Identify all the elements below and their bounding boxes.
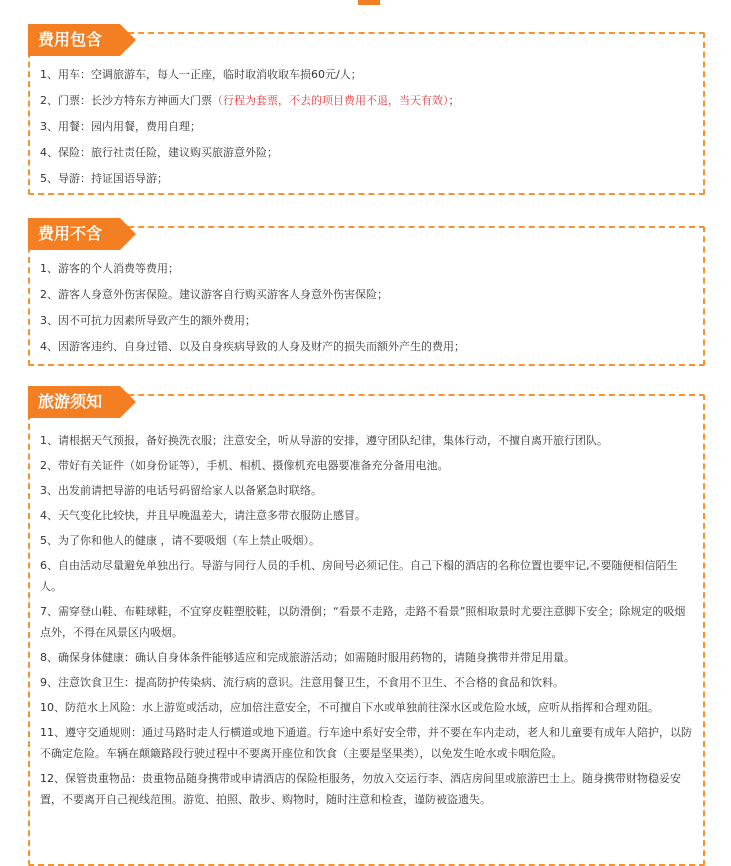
list-item: 3、用餐：园内用餐，费用自理；: [40, 120, 201, 133]
ticket-note: （行程为套票，不去的项目费用不退，当天有效）: [212, 94, 449, 107]
travel-notes-list: [40, 430, 693, 814]
list-item: 3、出发前请把导游的电话号码留给家人以备紧急时联络。: [40, 484, 322, 497]
list-item: 11、遵守交通规则：通过马路时走人行横道或地下通道。行车途中系好安全带，并不要在车内走动，老人和儿童要有成年人陪护，以防不确定危险。车辆在颠簸路段行驶过程中不要离开座位和饮食（主要是坚果类），以免发生呛水或卡咽危险。: [40, 726, 692, 760]
travel-notes-title: 旅游须知: [28, 386, 120, 418]
list-item: 2、游客人身意外伤害保险。建议游客自行购买游客人身意外伤害保险；: [40, 288, 388, 301]
fees-included-section: [28, 24, 705, 195]
list-item: 2、带好有关证件（如身份证等），手机、相机、摄像机充电器要准备充分备用电池。: [40, 459, 449, 472]
list-item: 2、门票：长沙方特东方神画大门票（行程为套票，不去的项目费用不退，当天有效）；: [40, 94, 460, 107]
list-item: 4、天气变化比较快，并且早晚温差大，请注意多带衣服防止感冒。: [40, 509, 366, 522]
list-item: 10、防范水上风险：水上游览或活动，应加倍注意安全，不可擅自下水或单独前往深水区或危险水域，应听从指挥和合理劝阻。: [40, 701, 659, 714]
fees-included-list: [40, 64, 693, 194]
list-item: 4、因游客违约、自身过错、以及自身疾病导致的人身及财产的损失而额外产生的费用；: [40, 340, 465, 353]
list-item: 1、用车：空调旅游车，每人一正座，临时取消收取车损60元/人；: [40, 68, 362, 81]
list-item: 3、因不可抗力因素所导致产生的额外费用；: [40, 314, 256, 327]
fees-excluded-section: [28, 218, 705, 366]
fees-included-title: 费用包含: [28, 24, 120, 56]
fees-excluded-title: 费用不含: [28, 218, 120, 250]
list-item: 9、注意饮食卫生：提高防护传染病、流行病的意识。注意用餐卫生，不食用不卫生、不合格的食品和饮料。: [40, 676, 564, 689]
list-item: 1、游客的个人消费等费用；: [40, 262, 179, 275]
fees-excluded-list: [40, 258, 693, 362]
list-item: 5、导游：持证国语导游；: [40, 172, 168, 185]
list-item: 12、保管贵重物品：贵重物品随身携带或申请酒店的保险柜服务，勿放入交运行李、酒店房间里或旅游巴士上。随身携带财物稳妥安置，不要离开自己视线范围。游览、拍照、散步、购物时，随时注意和检查，谨防被盗遗失。: [40, 772, 681, 806]
list-item: 5、为了你和他人的健康 ，请不要吸烟（车上禁止吸烟）。: [40, 534, 320, 547]
travel-notes-section: [28, 386, 705, 866]
list-item: 1、请根据天气预报，备好换洗衣服；注意安全，听从导游的安排，遵守团队纪律，集体行动，不擅自离开旅行团队。: [40, 434, 608, 447]
list-item: 8、确保身体健康：确认自身体条件能够适应和完成旅游活动；如需随时服用药物的，请随身携带并带足用量。: [40, 651, 575, 664]
list-item: 7、需穿登山鞋、布鞋球鞋，不宜穿皮鞋塑胶鞋，以防滑倒；“看景不走路，走路不看景”照相取景时尤要注意脚下安全；除规定的吸烟点外，不得在风景区内吸烟。: [40, 605, 686, 639]
top-accent-bar: [358, 0, 380, 5]
list-item: 6、自由活动尽量避免单独出行。导游与同行人员的手机、房间号必须记住。自己下榻的酒店的名称位置也要牢记,不要随便相信陌生人。: [40, 559, 678, 593]
list-item: 4、保险：旅行社责任险，建议购买旅游意外险；: [40, 146, 278, 159]
